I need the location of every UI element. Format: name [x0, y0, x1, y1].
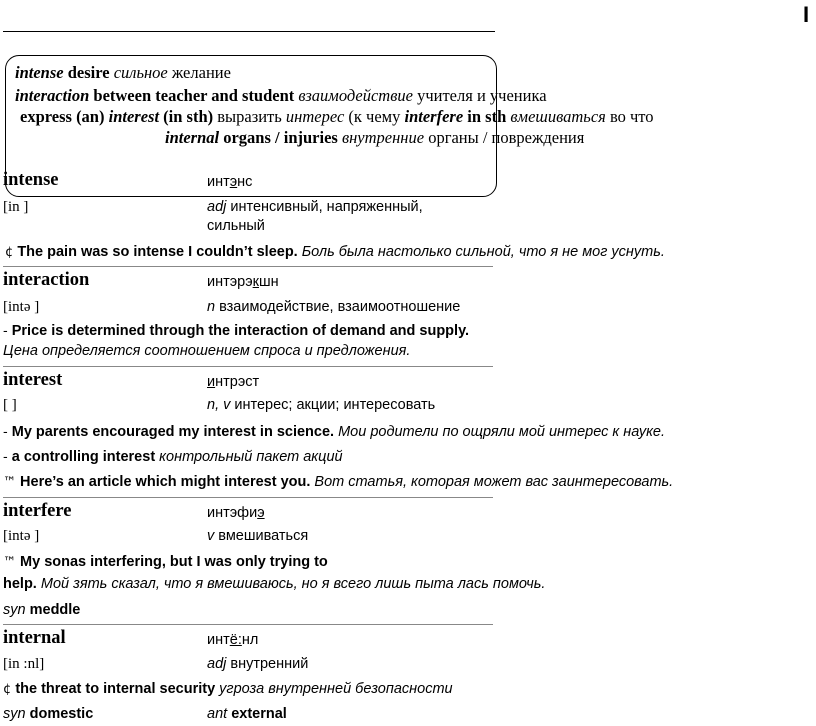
- synonym: [3, 706, 93, 722]
- phrase: between teacher and student: [89, 86, 299, 105]
- example-en: My sonas interfering, but I was only trying to: [20, 554, 328, 570]
- synonym: [3, 602, 80, 618]
- example-ru: контрольный пакет акций: [155, 449, 343, 465]
- pronunciation: [intə ]: [3, 528, 40, 544]
- headword-interest: interest: [3, 370, 63, 390]
- example-ru: Цена определяется соотношением спроса и предложения.: [3, 343, 411, 359]
- translit-stress: э: [257, 505, 265, 521]
- phrase: organs / injuries: [219, 128, 342, 147]
- translation: выразить: [213, 107, 286, 126]
- divider: [3, 366, 493, 367]
- syn-word: domestic: [25, 706, 94, 722]
- example: [5, 244, 665, 260]
- translit-part: интэфи: [207, 505, 258, 521]
- part-of-speech: n, v: [207, 397, 231, 413]
- translit-part: нс: [237, 174, 253, 190]
- syn-label: syn: [3, 706, 26, 722]
- example-ru: угроза внутренней безопасности: [215, 681, 453, 697]
- translit-part: шн: [258, 274, 279, 290]
- divider: [3, 497, 493, 498]
- definition: [207, 528, 308, 544]
- pronunciation: [intə ]: [3, 299, 40, 315]
- ant-label: ant: [207, 706, 228, 722]
- ant-word: external: [227, 706, 287, 722]
- translation: органы / повреждения: [424, 128, 585, 147]
- translit-part: нтрэст: [215, 374, 260, 390]
- part-of-speech: adj: [207, 656, 227, 672]
- phrase: desire: [63, 63, 114, 82]
- definition: [207, 397, 435, 413]
- phrase: express (an): [20, 107, 109, 126]
- translation-italic: интерес: [285, 107, 345, 126]
- collocation-line: [165, 128, 584, 148]
- section-letter: I: [803, 2, 810, 27]
- transliteration: [207, 374, 259, 390]
- example-cont: [3, 576, 545, 592]
- transliteration: [207, 274, 279, 290]
- translation-italic: внутренние: [341, 128, 425, 147]
- keyword: interest: [108, 107, 160, 126]
- example-ru: Мои родители по ощряли мой интерес к науке.: [334, 424, 666, 440]
- example-en: Here’s an article which might interest you.: [20, 474, 311, 490]
- keyword: interaction: [15, 86, 90, 105]
- translation: во что: [605, 107, 654, 126]
- translit-part: инт: [207, 632, 230, 648]
- collocation-line: [15, 86, 547, 106]
- bullet-icon: ‑: [3, 324, 8, 339]
- phrase: (in sth): [159, 107, 214, 126]
- translation-italic: взаимодействие: [298, 86, 413, 105]
- definition-cont: сильный: [207, 218, 265, 234]
- top-rule: [3, 31, 495, 32]
- definition-text: интенсивный, напряженный,: [226, 199, 423, 215]
- bullet-icon: ™: [3, 475, 16, 490]
- headword-interfere: interfere: [3, 501, 72, 521]
- pronunciation: [in ]: [3, 199, 29, 215]
- translation-italic: сильное: [113, 63, 168, 82]
- translit-stress: и: [207, 374, 216, 390]
- keyword: intense: [15, 63, 64, 82]
- definition-text: интерес; акции; интересовать: [230, 397, 436, 413]
- keyword: internal: [165, 128, 220, 147]
- divider: [3, 266, 493, 267]
- example: [3, 449, 343, 465]
- pronunciation: [in :nl]: [3, 656, 45, 672]
- keyword: interfere: [404, 107, 464, 126]
- part-of-speech: n: [207, 299, 216, 315]
- headword-interaction: interaction: [3, 270, 90, 290]
- definition-text: внутренний: [226, 656, 309, 672]
- bullet-icon: ¢: [5, 245, 14, 260]
- part-of-speech: v: [207, 528, 215, 544]
- headword-intense: intense: [3, 170, 59, 190]
- syn-label: syn: [3, 602, 26, 618]
- bullet-icon: ‑: [3, 450, 8, 465]
- example: [3, 681, 453, 697]
- translit-stress: к: [252, 274, 259, 290]
- collocation-line: [20, 107, 654, 127]
- transliteration: [207, 505, 265, 521]
- part-of-speech: adj: [207, 199, 227, 215]
- example-ru: Мой зять сказал, что я вмешиваюсь, но я всего лишь пыта лась помочь.: [36, 576, 546, 592]
- translit-part: интэрэ: [207, 274, 253, 290]
- translation-italic: вмешиваться: [510, 107, 606, 126]
- definition-text: взаимодействие, взаимоотношение: [215, 299, 461, 315]
- bullet-icon: ¢: [3, 682, 12, 697]
- example-en: the threat to internal security: [15, 681, 216, 697]
- definition: [207, 299, 460, 315]
- translit-part: нл: [241, 632, 259, 648]
- example: [3, 424, 665, 440]
- phrase: in sth: [463, 107, 511, 126]
- bullet-icon: ™: [3, 555, 16, 570]
- translation: желание: [167, 63, 231, 82]
- translit-stress: ё:: [229, 632, 242, 648]
- syn-word: meddle: [25, 602, 81, 618]
- definition: [207, 656, 308, 672]
- example-en: Price is determined through the interaction of demand and supply.: [11, 323, 470, 339]
- example: [3, 323, 469, 339]
- example-ru: Вот статья, которая может вас заинтересовать.: [310, 474, 674, 490]
- definition-text: вмешиваться: [214, 528, 309, 544]
- example-en: My parents encouraged my interest in science.: [11, 424, 335, 440]
- example-en: The pain was so intense I couldn’t sleep.: [17, 244, 298, 260]
- translit-stress: э: [229, 174, 238, 190]
- transliteration: [207, 632, 258, 648]
- antonym: [207, 706, 287, 722]
- bullet-icon: ‑: [3, 425, 8, 440]
- definition: [207, 199, 423, 215]
- translit-part: инт: [207, 174, 230, 190]
- example-en: a controlling interest: [11, 449, 156, 465]
- transliteration: [207, 174, 252, 190]
- example: [3, 474, 673, 490]
- translation: учителя и ученика: [412, 86, 547, 105]
- translation: (к чему: [344, 107, 405, 126]
- example-ru: Боль была настолько сильной, что я не мог уснуть.: [297, 244, 665, 260]
- divider: [3, 624, 493, 625]
- headword-internal: internal: [3, 628, 66, 648]
- example: [3, 554, 328, 570]
- example-en: help.: [3, 576, 37, 592]
- pronunciation: [ ]: [3, 397, 17, 413]
- collocation-line: [15, 63, 231, 83]
